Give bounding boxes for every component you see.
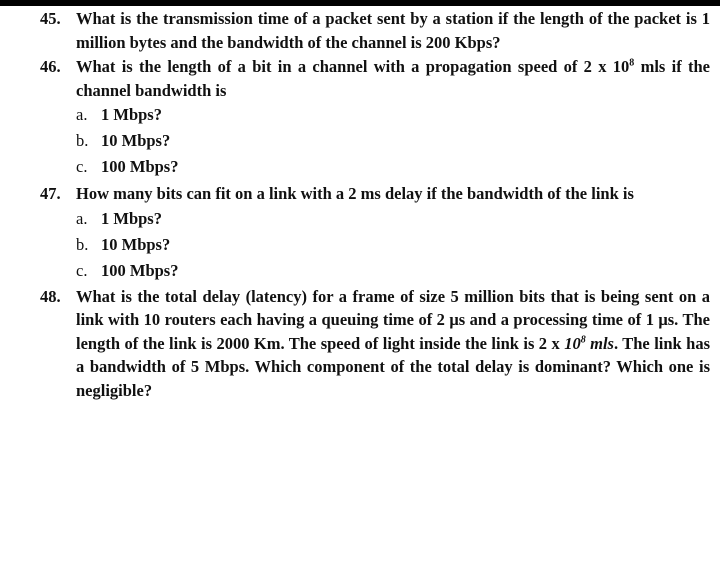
question-number: 45. — [40, 9, 61, 28]
option-letter: a. — [76, 208, 88, 228]
option-text: 100 Mbps? — [101, 157, 179, 176]
option-text: 100 Mbps? — [101, 260, 179, 280]
exponent: 8 — [580, 334, 586, 345]
option-letter: c. — [76, 157, 88, 176]
option-text: 1 Mbps? — [101, 105, 162, 124]
document-page — [0, 6, 720, 402]
question-text-end: mls if the channel bandwidth is — [76, 57, 711, 100]
question-number: 46. — [40, 57, 61, 76]
question-45 — [0, 7, 720, 54]
option-letter: b. — [76, 131, 89, 150]
question-number: 48. — [40, 286, 61, 306]
option-letter: a. — [76, 105, 88, 124]
option-a — [0, 206, 720, 232]
question-text: How many bits can fit on a link with a 2 ms delay if the bandwidth of the link is — [76, 184, 634, 203]
question-number: 47. — [40, 184, 61, 203]
option-b — [0, 128, 720, 154]
option-a — [0, 102, 720, 128]
option-letter: c. — [76, 260, 88, 280]
question-47 — [0, 182, 720, 206]
question-text-end: . The link has a bandwidth of 5 Mbps. Which component of the total delay is dominant? Which one is negligible? — [76, 333, 711, 400]
option-b — [0, 232, 720, 258]
option-text: 10 Mbps? — [101, 131, 171, 150]
option-text: 10 Mbps? — [101, 234, 171, 254]
option-text: 1 Mbps? — [101, 208, 162, 228]
question-text-start: What is the length of a bit in a channel with a propagation speed of 2 x 10 — [76, 57, 630, 76]
power-base: 10 — [564, 333, 581, 353]
exponent: 8 — [629, 57, 635, 69]
question-48 — [0, 285, 720, 403]
question-text: What is the transmission time of a packet sent by a station if the length of the packet is 1 million bytes and the bandwidth of the channel is 200 Kbps? — [76, 9, 710, 52]
speed-unit: mls — [585, 333, 614, 353]
option-c — [0, 258, 720, 284]
option-letter: b. — [76, 234, 89, 254]
question-46 — [0, 55, 720, 102]
question-text-start: What is the total delay (latency) for a frame of size 5 million bits that is being sent on a link with 10 routers each having a queuing time of 2 μs and a processing time of 1 μs. The length of the link is 2000 Km. The speed of light inside the link is 2 x — [76, 286, 710, 353]
option-c — [0, 154, 720, 180]
